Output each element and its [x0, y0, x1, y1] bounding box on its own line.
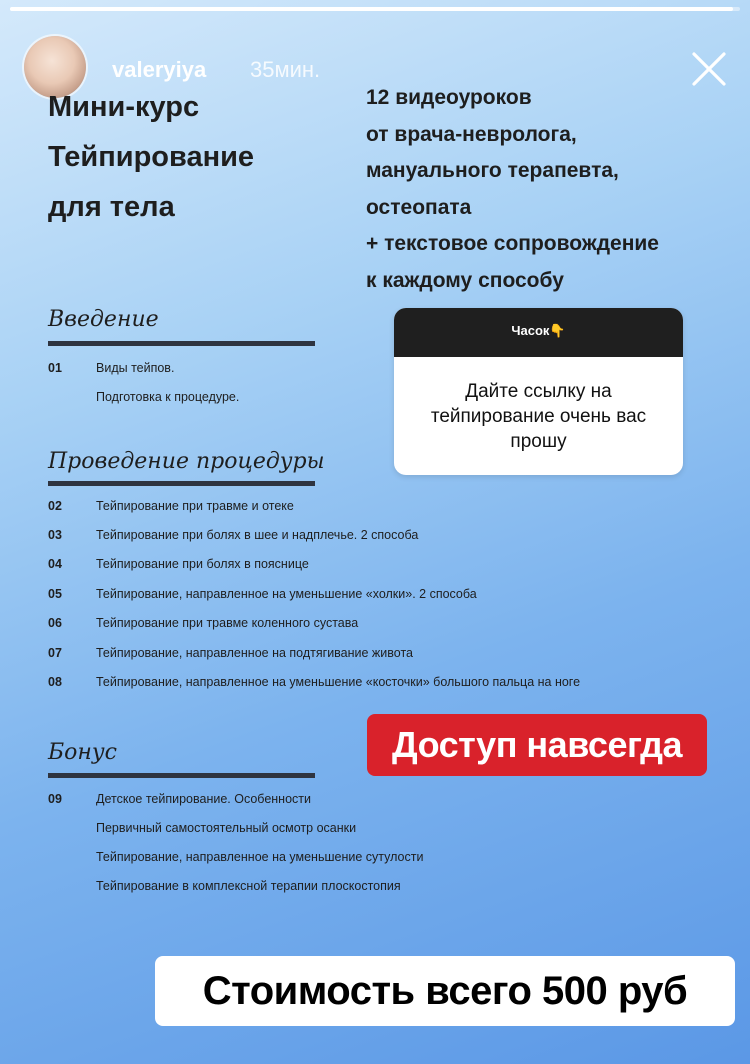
lesson-number: 07	[48, 646, 62, 660]
lesson-number: 04	[48, 557, 62, 571]
course-desc-line: мануального терапевта,	[366, 159, 619, 182]
lesson-title: Тейпирование в комплексной терапии плоскостопия	[96, 879, 401, 893]
section-title-procedure: Проведение процедуры	[48, 449, 325, 474]
lesson-title: Первичный самостоятельный осмотр осанки	[96, 821, 357, 835]
section-title-bonus: Бонус	[48, 740, 117, 765]
section-divider	[48, 341, 315, 346]
lesson-number: 01	[48, 361, 62, 375]
lesson-number: 08	[48, 675, 62, 689]
course-desc-line: остеопата	[366, 195, 472, 219]
lesson-title: Виды тейпов.	[96, 361, 175, 375]
course-description	[366, 80, 659, 299]
lesson-title: Тейпирование, направленное на подтягивание живота	[96, 646, 413, 660]
story-progress-bar	[10, 7, 740, 11]
question-sticker[interactable]	[394, 308, 683, 475]
question-author: Часок👇	[511, 323, 566, 338]
course-desc-line: от врача-невролога,	[366, 122, 577, 146]
course-desc-line: + текстовое сопровождение	[366, 232, 659, 255]
question-sticker-header	[394, 308, 683, 357]
lesson-title: Тейпирование при болях в шее и надплечье. 2 способа	[96, 528, 419, 542]
timestamp: 35мин.	[250, 57, 321, 82]
lesson-title: Тейпирование, направленное на уменьшение «косточки» большого пальца на ноге	[96, 675, 581, 689]
course-title-line: Мини-курс	[48, 91, 200, 123]
username[interactable]: valeryiya	[112, 57, 207, 82]
lesson-number: 09	[48, 792, 62, 806]
course-title-line: Тейпирование	[48, 141, 255, 173]
course-title	[48, 82, 254, 232]
lesson-title: Тейпирование при травме коленного сустава	[96, 616, 359, 630]
lesson-title: Тейпирование при травме и отеке	[96, 499, 294, 513]
price-sticker: Стоимость всего 500 руб	[155, 956, 735, 1026]
course-title-line: для тела	[48, 191, 175, 223]
close-icon[interactable]	[690, 50, 728, 88]
lesson-title: Тейпирование, направленное на уменьшение сутулости	[96, 850, 424, 864]
course-desc-line: к каждому способу	[366, 268, 564, 292]
lesson-number: 02	[48, 499, 62, 513]
lesson-title: Тейпирование, направленное на уменьшение «холки». 2 способа	[96, 587, 477, 601]
story-progress-fill	[10, 7, 733, 11]
course-desc-line: 12 видеоуроков	[366, 86, 532, 109]
section-divider	[48, 773, 315, 778]
lesson-title: Тейпирование при болях в пояснице	[96, 557, 309, 571]
lesson-title: Детское тейпирование. Особенности	[96, 792, 311, 806]
lesson-number: 06	[48, 616, 62, 630]
section-title-intro: Введение	[48, 307, 159, 332]
lifetime-access-sticker: Доступ навсегда	[367, 714, 707, 776]
lesson-title: Подготовка к процедуре.	[96, 390, 240, 404]
lesson-number: 03	[48, 528, 62, 542]
section-divider	[48, 481, 315, 486]
lesson-number: 05	[48, 587, 62, 601]
question-text: Дайте ссылку на тейпирование очень вас прошу	[430, 381, 647, 452]
